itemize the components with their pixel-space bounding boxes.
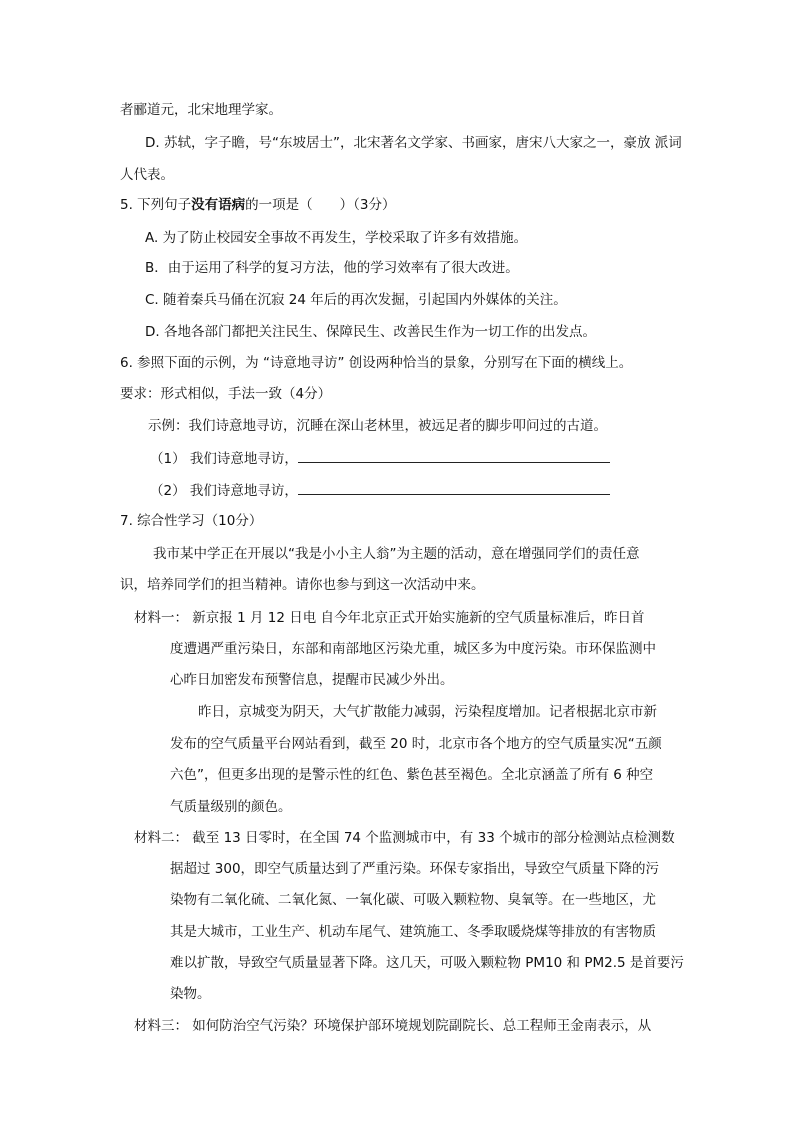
material-1-line: 心昨日加密发布预警信息，提醒市民减少外出。 xyxy=(170,672,454,688)
material-2-line: 染物有二氧化硫、二氧化氮、一氧化碳、可吸入颗粒物、臭氧等。在一些地区，尤 xyxy=(170,892,656,908)
material-2-line: 材料二： 截至 13 日零时，在全国 74 个监测城市中，有 33 个城市的部分检测站点检测数 xyxy=(134,830,675,846)
material-2-line: 染物。 xyxy=(170,986,211,1002)
paragraph-line: 识，培养同学们的担当精神。请你也参与到这一次活动中来。 xyxy=(120,577,485,593)
question-6: 6. 参照下面的示例，为 “诗意地寻访” 创设两种恰当的景象，分别写在下面的横线上。 xyxy=(120,355,633,371)
option-d: D. 苏轼，字子瞻，号“东坡居士”，北宋著名文学家、书画家，唐宋八大家之一，豪放 派词 xyxy=(145,135,682,151)
material-1-line: 昨日，京城变为阴天，大气扩散能力减弱，污染程度增加。记者根据北京市新 xyxy=(198,704,657,720)
material-1-line: 度遭遇严重污染日，东部和南部地区污染尤重，城区多为中度污染。市环保监测中 xyxy=(170,641,656,657)
text-line: 人代表。 xyxy=(120,167,174,183)
answer-line-2 xyxy=(150,480,610,501)
question-5 xyxy=(120,195,396,215)
question-7: 7. 综合性学习（10分） xyxy=(120,513,263,529)
text-line: 者郦道元，北宋地理学家。 xyxy=(120,102,282,118)
option-c: C. 随着秦兵马俑在沉寂 24 年后的再次发掘，引起国内外媒体的关注。 xyxy=(145,292,567,308)
material-1-line: 发布的空气质量平台网站看到，截至 20 时，北京市各个地方的空气质量实况“五颜 xyxy=(170,736,662,752)
material-2-line: 据超过 300，即空气质量达到了严重污染。环保专家指出，导致空气质量下降的污 xyxy=(170,861,660,877)
answer-blank-2[interactable] xyxy=(298,480,610,495)
question-5-emphasis: 没有语病 xyxy=(191,197,246,213)
option-a: A. 为了防止校园安全事故不再发生，学校采取了许多有效措施。 xyxy=(145,230,528,246)
paragraph-line: 我市某中学正在开展以“我是小小主人翁”为主题的活动，意在增强同学们的责任意 xyxy=(153,546,640,562)
material-3-line: 材料三： 如何防治空气污染？环境保护部环境规划院副院长、总工程师王金南表示，从 xyxy=(134,1018,652,1034)
option-d: D. 各地各部门都把关注民生、保障民生、改善民生作为一切工作的出发点。 xyxy=(145,324,596,340)
option-b: B．由于运用了科学的复习方法，他的学习效率有了很大改进。 xyxy=(145,260,519,276)
question-5-prefix: 5. 下列句子 xyxy=(120,197,192,213)
material-1-line: 六色”，但更多出现的是警示性的红色、紫色甚至褐色。全北京涵盖了所有 6 种空 xyxy=(170,767,654,783)
answer-blank-1[interactable] xyxy=(298,448,610,463)
answer-line-1 xyxy=(150,448,610,469)
answer-line-1-label: （1） 我们诗意地寻访， xyxy=(150,451,298,467)
material-2-line: 其是大城市，工业生产、机动车尾气、建筑施工、冬季取暖烧煤等排放的有害物质 xyxy=(170,924,656,940)
material-1-line: 气质量级别的颜色。 xyxy=(170,799,292,815)
material-2-line: 难以扩散，导致空气质量显著下降。这几天，可吸入颗粒物 PM10 和 PM2.5 是首要污 xyxy=(170,955,684,971)
question-6-requirement: 要求：形式相似，手法一致（4分） xyxy=(120,386,332,402)
question-6-example: 示例：我们诗意地寻访，沉睡在深山老林里，被远足者的脚步叩问过的古道。 xyxy=(148,418,607,434)
question-5-suffix: 的一项是（ ）（3分） xyxy=(245,197,396,213)
answer-line-2-label: （2） 我们诗意地寻访， xyxy=(150,483,298,499)
material-1-line: 材料一： 新京报 1 月 12 日电 自今年北京正式开始实施新的空气质量标准后，昨日首 xyxy=(134,610,645,626)
